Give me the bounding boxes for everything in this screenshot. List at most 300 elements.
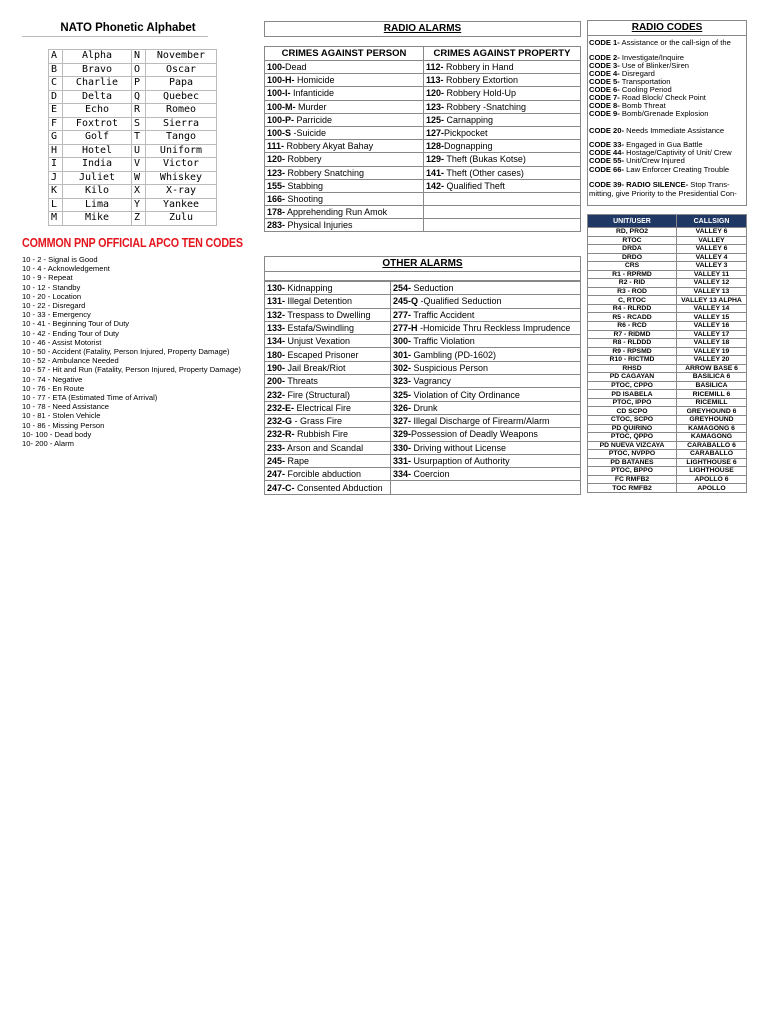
unit-row (588, 441, 747, 450)
callsign: KAMAGONG (677, 433, 747, 442)
callsign: VALLEY 14 (677, 304, 747, 313)
alarm-desc: Illegal Discharge of Firearm/Alarm (411, 416, 550, 427)
alarm-code: 329- (393, 429, 412, 440)
apco-code: 10 - 52 (22, 356, 46, 366)
alarm-cell (265, 295, 391, 308)
alarm-cell (391, 441, 581, 454)
alarm-desc: Theft (Bukas Kotse) (444, 154, 526, 165)
unit-row (588, 270, 747, 279)
alarm-cell (391, 348, 581, 361)
unit-user: C, RTOC (588, 296, 677, 305)
apco-code: 10- 200 (22, 439, 48, 449)
unit-user: TOC RMFB2 (588, 484, 677, 493)
alarm-code: 166- (267, 193, 286, 204)
apco-list (22, 255, 241, 448)
radio-code: CODE 6- (589, 85, 620, 94)
alarm-desc: Pickpocket (444, 128, 488, 139)
radio-code-desc: Use of Blinker/Siren (619, 61, 690, 70)
apco-separator: - (41, 255, 49, 264)
alarm-row (265, 361, 581, 374)
unit-user: PD CAGAYAN (588, 373, 677, 382)
alarm-code: 254- (393, 283, 412, 294)
apco-separator: - (45, 402, 53, 412)
alarm-cell (424, 192, 581, 205)
unit-row (588, 381, 747, 390)
alarm-code: 111- (267, 141, 285, 152)
alarm-cell (424, 179, 581, 192)
alarm-cell (424, 219, 581, 232)
alarm-desc: Traffic Accident (411, 309, 475, 320)
apco-separator: - (45, 319, 53, 329)
alarm-cell (391, 335, 581, 348)
apco-code: 10 - 57 (22, 365, 46, 375)
nato-row (49, 131, 217, 145)
apco-text: Missing Person (52, 420, 105, 430)
radio-alarms-table (264, 46, 581, 232)
apco-text: Disregard (52, 301, 86, 311)
apco-text: Accident (Fatality, Person Injured, Property Damage) (52, 347, 230, 357)
alarm-desc: Escaped Prisoner (285, 349, 359, 360)
radio-code: CODE 7- (589, 93, 620, 102)
alarm-code: 300- (393, 336, 412, 347)
nato-row (49, 185, 217, 199)
alarm-desc: Possession of Deadly Weapons (411, 429, 538, 440)
apco-code: 10 - 41 (22, 319, 46, 329)
nato-word: Tango (146, 131, 217, 145)
apco-item (22, 273, 241, 282)
alarm-code: 155- (267, 180, 286, 191)
apco-item (22, 319, 241, 328)
alarm-cell (265, 126, 424, 139)
radio-code-item (589, 166, 729, 175)
nato-letter: U (132, 144, 146, 158)
apco-code: 10 - 76 (22, 383, 46, 393)
alarm-code: 113- (426, 75, 444, 86)
alarm-code: 128- (426, 141, 445, 152)
apco-text: Signal is Good (48, 255, 98, 264)
nato-word: Mike (63, 212, 132, 226)
nato-table (48, 49, 217, 226)
header-callsign: CALLSIGN (677, 215, 747, 228)
radio-code-desc: Assistance or the call-sign of the (619, 38, 731, 47)
nato-word: Golf (63, 131, 132, 145)
nato-letter: S (132, 117, 146, 131)
apco-text: Negative (52, 374, 83, 384)
other-alarms-title-text: OTHER ALARMS (382, 258, 463, 269)
nato-word: Victor (146, 158, 217, 172)
alarm-cell (265, 375, 391, 388)
alarm-desc: Robbery Snatching (285, 167, 365, 178)
apco-text: Hit and Run (Fatality, Person Injured, Property Damage) (52, 365, 241, 375)
alarm-desc: Apprehending Run Amok (285, 207, 388, 218)
alarm-cell (424, 126, 581, 139)
unit-row (588, 287, 747, 296)
alarm-code: 123- (267, 167, 286, 178)
alarm-cell (391, 414, 581, 427)
apco-code: 10 - 50 (22, 347, 46, 357)
radio-code-desc: Bomb/Grenade Explosion (619, 109, 709, 118)
unit-user: PTOC, NVPPO (588, 450, 677, 459)
unit-row (588, 330, 747, 339)
alarm-cell (265, 61, 424, 74)
apco-item (22, 301, 241, 310)
alarm-cell (391, 454, 581, 467)
alarm-desc: Robbery in Hand (443, 62, 514, 73)
unit-user: FC RMFB2 (588, 475, 677, 484)
alarm-desc: Dognapping (444, 141, 493, 152)
apco-separator: - (45, 393, 53, 403)
nato-word: Whiskey (146, 171, 217, 185)
apco-text: Ambulance Needed (52, 356, 119, 366)
unit-row (588, 373, 747, 382)
nato-row (49, 63, 217, 77)
alarm-desc: Vagrancy (411, 376, 451, 387)
apco-separator: - (45, 347, 52, 357)
nato-word: Sierra (146, 117, 217, 131)
nato-letter: R (132, 104, 146, 118)
nato-word: Yankee (146, 198, 217, 212)
alarm-cell (265, 441, 391, 454)
alarm-cell (424, 166, 581, 179)
alarm-code: 301- (393, 349, 412, 360)
apco-item (22, 310, 241, 319)
alarm-row (265, 166, 581, 179)
apco-separator: - (47, 439, 55, 449)
alarm-cell (265, 100, 424, 113)
alarm-desc: Carnapping (444, 114, 494, 125)
apco-separator: - (45, 411, 53, 421)
alarm-row (265, 113, 581, 126)
alarm-code: 100-H- (267, 75, 295, 86)
alarm-cell (265, 166, 424, 179)
unit-row (588, 398, 747, 407)
nato-word: Alpha (63, 50, 132, 64)
alarm-cell (265, 335, 391, 348)
alarm-desc: Shooting (285, 193, 324, 204)
unit-user: PD BATANES (588, 458, 677, 467)
alarm-code: 302- (393, 362, 412, 373)
radio-code: CODE 2- (589, 53, 620, 62)
nato-word: Romeo (146, 104, 217, 118)
radio-code-desc: Bomb Threat (619, 101, 666, 110)
alarm-desc: Robbery Extortion (443, 75, 519, 86)
alarm-cell (391, 375, 581, 388)
unit-row (588, 279, 747, 288)
unit-user: R5 - RCADD (588, 313, 677, 322)
apco-text: Beginning Tour of Duty (52, 319, 130, 329)
alarm-code: 120- (267, 154, 286, 165)
alarm-code: 178- (267, 207, 286, 218)
alarm-row (265, 414, 581, 427)
apco-item (22, 347, 241, 356)
callsign: BASILICA (677, 381, 747, 390)
unit-row (588, 245, 747, 254)
apco-separator: - (45, 282, 53, 292)
nato-word: Hotel (63, 144, 132, 158)
callsign: CARABALLO 6 (677, 441, 747, 450)
apco-separator: - (45, 356, 52, 366)
apco-text: Need Assistance (52, 402, 109, 412)
nato-letter: V (132, 158, 146, 172)
unit-row (588, 262, 747, 271)
alarm-desc: Infanticide (290, 88, 335, 99)
alarm-row (265, 87, 581, 100)
unit-row (588, 313, 747, 322)
unit-row (588, 228, 747, 237)
alarm-cell (424, 113, 581, 126)
callsign: VALLEY 11 (677, 270, 747, 279)
nato-row (49, 158, 217, 172)
alarm-code: 247-C- (267, 482, 295, 493)
alarm-desc: Violation of City Ordinance (411, 389, 520, 400)
apco-separator: - (45, 383, 53, 393)
alarm-row (265, 375, 581, 388)
alarm-cell (391, 361, 581, 374)
unit-row (588, 296, 747, 305)
apco-separator: - (45, 310, 53, 320)
alarm-desc: Suspicious Person (411, 362, 489, 373)
radio-code-desc: Needs Immediate Assistance (624, 126, 725, 135)
alarm-row (265, 321, 581, 334)
alarm-cell (265, 140, 424, 153)
unit-row (588, 475, 747, 484)
apco-item (22, 356, 241, 365)
alarm-row (265, 335, 581, 348)
nato-row (49, 212, 217, 226)
alarm-code: 245-Q (393, 296, 419, 307)
alarm-code: 245- (267, 456, 286, 466)
unit-row (588, 390, 747, 399)
radio-code-desc: Disregard (619, 69, 655, 78)
alarm-code: 132- (267, 309, 286, 320)
alarm-code: 232- (267, 389, 286, 400)
alarm-desc: Robbery Hold-Up (444, 88, 517, 99)
alarm-row (265, 179, 581, 192)
alarm-cell (265, 414, 391, 427)
alarm-code: 190- (267, 362, 286, 373)
alarm-code: 123- (426, 101, 445, 112)
alarm-cell (265, 113, 424, 126)
radio-codes-title-text: RADIO CODES (631, 22, 703, 33)
alarm-desc: Illegal Detention (285, 296, 353, 307)
apco-text: Repeat (48, 273, 73, 283)
alarm-code: 200- (267, 376, 286, 387)
header-crimes-person: CRIMES AGAINST PERSON (265, 47, 424, 61)
callsign: CARABALLO (677, 450, 747, 459)
alarm-cell (265, 428, 391, 441)
unit-row (588, 304, 747, 313)
radio-code: CODE 55- (589, 156, 625, 165)
nato-word: X-ray (146, 185, 217, 199)
unit-user: PTOC, CPPO (588, 381, 677, 390)
alarm-code: 326- (393, 402, 412, 413)
alarm-desc: -Homicide Thru Reckless Imprudence (417, 323, 571, 334)
header-crimes-property: CRIMES AGAINST PROPERTY (424, 47, 581, 61)
alarm-code: 330- (393, 442, 412, 453)
unit-row (588, 322, 747, 331)
radio-code-desc: mitting, give Priority to the Presidential Con- (589, 189, 737, 198)
apco-item (22, 375, 241, 384)
unit-user: PD NUEVA VIZCAYA (588, 441, 677, 450)
apco-item (22, 439, 241, 448)
radio-code-desc: Hostage/Captivity of Unit/ Crew (624, 148, 732, 157)
radio-code-item (589, 190, 737, 199)
radio-code-desc: Transportation (619, 77, 671, 86)
nato-letter: I (49, 158, 63, 172)
alarm-cell (265, 468, 391, 481)
alarm-cell (391, 308, 581, 321)
nato-word: Foxtrot (63, 117, 132, 131)
alarm-desc: Consented Abduction (294, 482, 383, 493)
apco-separator: - (47, 429, 55, 439)
unit-row (588, 458, 747, 467)
alarm-code: 142- (426, 180, 445, 191)
radio-code-desc: Investigate/Inquire (619, 53, 684, 62)
callsign: APOLLO (677, 484, 747, 493)
callsign: VALLEY 18 (677, 339, 747, 348)
nato-letter: G (49, 131, 63, 145)
alarm-cell (265, 87, 424, 100)
nato-row (49, 77, 217, 91)
radio-code: CODE 1- (589, 38, 620, 47)
alarm-code: 131- (267, 296, 286, 307)
apco-separator: - (45, 328, 53, 338)
alarm-cell (265, 153, 424, 166)
header-unit-user: UNIT/USER (588, 215, 677, 228)
unit-row (588, 356, 747, 365)
unit-user: DRDO (588, 253, 677, 262)
alarm-code: 112- (426, 62, 444, 73)
unit-user: R4 - RLRDD (588, 304, 677, 313)
alarm-code: 232-R- (267, 429, 295, 440)
apco-item (22, 430, 241, 439)
nato-title: NATO Phonetic Alphabet (60, 22, 196, 34)
apco-separator: - (45, 301, 53, 311)
nato-word: Uniform (146, 144, 217, 158)
nato-word: Papa (146, 77, 217, 91)
nato-word: Bravo (63, 63, 132, 77)
alarm-cell (265, 206, 424, 219)
nato-letter: F (49, 117, 63, 131)
alarm-code: 130- (267, 283, 286, 294)
alarm-row (265, 126, 581, 139)
alarm-cell (265, 219, 424, 232)
alarm-desc: Gambling (PD-1602) (411, 349, 497, 360)
alarm-row (265, 348, 581, 361)
alarm-desc: Robbery -Snatching (444, 101, 527, 112)
alarm-row (265, 481, 581, 494)
unit-user: PTOC, BPPO (588, 467, 677, 476)
radio-code-item (589, 110, 708, 119)
alarm-desc: Robbery (285, 154, 322, 165)
apco-item (22, 283, 241, 292)
alarm-cell (391, 295, 581, 308)
unit-user: RD, PRO2 (588, 228, 677, 237)
apco-item (22, 264, 241, 273)
alarm-code: 247- (267, 469, 286, 480)
nato-letter: T (132, 131, 146, 145)
alarm-code: 233- (267, 442, 286, 453)
apco-item (22, 365, 241, 374)
alarm-cell (265, 179, 424, 192)
apco-code: 10 - 33 (22, 310, 46, 320)
alarm-row (265, 206, 581, 219)
radio-code: CODE 39- RADIO SILENCE- (589, 180, 689, 189)
unit-row (588, 424, 747, 433)
callsign: ARROW BASE 6 (677, 364, 747, 373)
apco-separator: - (45, 337, 52, 347)
radio-code: CODE 9- (589, 109, 620, 118)
apco-separator: - (45, 365, 53, 375)
radio-code: CODE 44- (589, 148, 625, 157)
alarm-code: 334- (393, 469, 412, 480)
alarm-row (265, 441, 581, 454)
alarm-desc: Fire (Structural) (285, 389, 351, 400)
apco-text: ETA (Estimated Time of Arrival) (52, 393, 158, 403)
unit-user: RTOC (588, 236, 677, 245)
radio-alarms-title (264, 21, 581, 37)
alarm-code: 232-G (267, 416, 293, 427)
alarm-code: 100-P- (267, 114, 295, 125)
callsign: VALLEY 3 (677, 262, 747, 271)
unit-row (588, 364, 747, 373)
radio-codes-box (587, 35, 747, 206)
alarm-code: 331- (393, 456, 412, 466)
nato-letter: N (132, 50, 146, 64)
callsign: VALLEY 4 (677, 253, 747, 262)
alarm-desc: Qualified Theft (444, 180, 505, 191)
alarm-desc: Jail Break/Riot (285, 362, 346, 373)
alarm-row (265, 153, 581, 166)
apco-item (22, 255, 241, 264)
apco-code: 10 - 4 (22, 264, 42, 274)
alarm-cell (424, 206, 581, 219)
alarm-desc: Threats (285, 376, 318, 387)
apco-separator: - (45, 374, 53, 384)
apco-code: 10 - 22 (22, 301, 46, 311)
callsign: VALLEY 6 (677, 245, 747, 254)
alarm-desc: Seduction (411, 283, 454, 294)
apco-code: 10- 100 (22, 429, 48, 439)
unit-user: R2 - RID (588, 279, 677, 288)
alarm-code: 100- (267, 62, 286, 73)
other-alarms-spacer (264, 270, 581, 281)
apco-text: Emergency (52, 310, 91, 320)
callsign: VALLEY 16 (677, 322, 747, 331)
alarm-code: 325- (393, 389, 412, 400)
alarm-code: 232-E- (267, 402, 295, 413)
apco-code: 10 - 9 (22, 273, 42, 283)
nato-word: Juliet (63, 171, 132, 185)
radio-code-desc: Unit/Crew Injured (624, 156, 685, 165)
callsign: GREYHOUND (677, 416, 747, 425)
radio-code: CODE 3- (589, 61, 620, 70)
alarm-desc: Coercion (411, 469, 450, 480)
callsign: VALLEY 17 (677, 330, 747, 339)
alarm-cell (391, 428, 581, 441)
nato-word: Kilo (63, 185, 132, 199)
alarm-code: 125- (426, 114, 445, 125)
apco-text: Stolen Vehicle (52, 411, 101, 421)
radio-code: CODE 8- (589, 101, 620, 110)
alarm-cell (265, 454, 391, 467)
unit-row (588, 484, 747, 493)
nato-letter: H (49, 144, 63, 158)
alarm-cell (424, 87, 581, 100)
alarm-row (265, 428, 581, 441)
unit-user: PTOC, QPPO (588, 433, 677, 442)
nato-word: Lima (63, 198, 132, 212)
